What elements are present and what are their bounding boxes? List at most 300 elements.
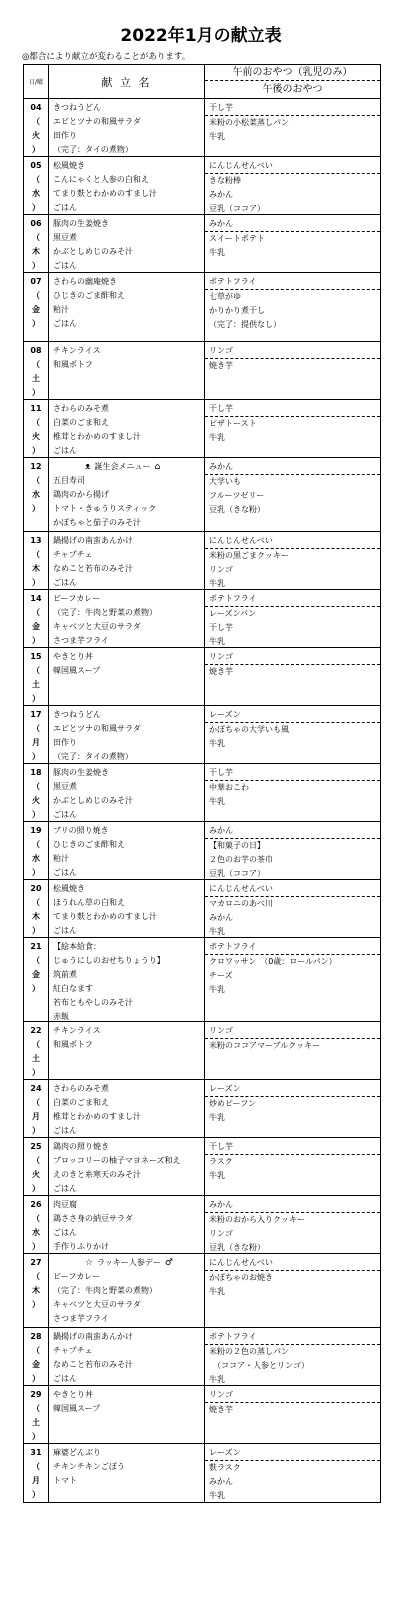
menu-item: エビとツナの和風サラダ [53, 117, 141, 126]
pm-snack-item: 麩ラスク [209, 1463, 241, 1472]
pm-snack-item: 牛乳 [209, 797, 225, 806]
menu-item: ほうれん草の白和え [53, 898, 125, 907]
table-body [24, 99, 380, 1502]
menu-item: ごはん [53, 446, 77, 455]
table-row [24, 99, 380, 157]
pm-snack-item: 牛乳 [209, 985, 225, 994]
paren-open: （ [32, 233, 40, 242]
menu-item-label: ラッキー人参デー [97, 1258, 161, 1267]
paren-open: （ [32, 1272, 40, 1281]
pm-snack-item: 豆乳（きな粉） [209, 505, 265, 514]
pm-snack-item: 米粉のココアマーブルクッキー [209, 1041, 321, 1050]
pm-snack [205, 839, 380, 881]
paren-open: （ [32, 840, 40, 849]
bear-icon: ᴥ [85, 462, 91, 472]
table-row [24, 1138, 380, 1196]
day-of-week: 木 [32, 912, 40, 921]
menu-cell [49, 99, 205, 156]
day-of-week: 水 [32, 490, 40, 499]
snack-cell [205, 1444, 380, 1502]
menu-item: なめこと若布のみそ汁 [53, 564, 133, 573]
paren-open: （ [32, 956, 40, 965]
pm-snack [205, 475, 380, 517]
paren-open: （ [32, 608, 40, 617]
pm-snack-item: フルーツゼリー [209, 491, 265, 500]
menu-item: さわらのみそ煮 [53, 1084, 109, 1093]
menu-item: 五目寿司 [53, 476, 85, 485]
header-pm-snack: 午後のおやつ [262, 84, 323, 95]
menu-item: ごはん [53, 926, 77, 935]
table-row [24, 1328, 380, 1386]
day-of-week: 木 [32, 247, 40, 256]
day-cell [24, 215, 49, 272]
day-cell [24, 342, 49, 399]
paren-close: ） [32, 1490, 40, 1499]
menu-item: ごはん [53, 810, 77, 819]
menu-item: 松風焼き [53, 161, 85, 170]
menu-item: 【絵本給食： [53, 942, 101, 951]
menu-item: チキンチキンごぼう [53, 1462, 125, 1471]
am-snack: リンゴ [205, 342, 380, 359]
menu-item: 鶏ささ身の納豆サラダ [53, 1214, 133, 1223]
menu-item: （完了：タイの煮物） [53, 145, 133, 154]
menu-item: 田作り [53, 131, 77, 140]
table-row [24, 1254, 380, 1328]
menu-item: 黒豆煮 [53, 233, 77, 242]
menu-cell [49, 764, 205, 821]
day-number: 27 [30, 1258, 42, 1267]
menu-item: 豚肉の生姜焼き [53, 219, 109, 228]
pm-snack [205, 665, 380, 679]
am-snack: にんじんせんべい [205, 532, 380, 549]
am-snack: 干し芋 [205, 400, 380, 417]
menu-item: 鶏肉のから揚げ [53, 490, 109, 499]
menu-item: かぼちゃと茄子のみそ汁 [53, 518, 141, 527]
day-number: 31 [30, 1448, 42, 1457]
day-cell [24, 99, 49, 156]
pm-snack-item: みかん [209, 1477, 233, 1486]
paren-close: ） [32, 926, 40, 935]
day-of-week: 火 [32, 131, 40, 140]
menu-cell [49, 1022, 205, 1079]
day-cell [24, 1328, 49, 1385]
snack-cell [205, 822, 380, 879]
pm-snack-item: マカロニのあべ川 [209, 899, 273, 908]
pm-snack-item: 豆乳（ココア） [209, 869, 265, 878]
paren-close: ） [32, 694, 40, 703]
paren-close: ） [32, 388, 40, 397]
menu-cell [49, 1080, 205, 1137]
day-cell [24, 1080, 49, 1137]
menu-item: ごはん [53, 1184, 77, 1193]
am-snack: みかん [205, 1196, 380, 1213]
pm-snack-item: 牛乳 [209, 1375, 225, 1384]
menu-item: えのきと糸寒天のみそ汁 [53, 1170, 141, 1179]
menu-item: じゅうにしのおせちりょうり】 [53, 956, 165, 965]
paren-close: ） [32, 1184, 40, 1193]
day-of-week: 月 [32, 738, 40, 747]
day-cell [24, 273, 49, 341]
table-row [24, 342, 380, 400]
pm-snack-item: 豆乳（きな粉） [209, 1243, 265, 1252]
menu-item: 鶏肉の照り焼き [53, 1142, 109, 1151]
pm-snack-item: きな粉棒 [209, 176, 241, 185]
pm-snack-item: チーズ [209, 971, 233, 980]
day-number: 17 [30, 710, 42, 719]
table-row [24, 764, 380, 822]
pm-snack [205, 781, 380, 809]
pm-snack-item: （ココア・人参とリンゴ） [209, 1361, 309, 1370]
pm-snack [205, 1271, 380, 1299]
header-date: 日/曜 [24, 65, 49, 98]
pm-snack-item: 干し芋 [209, 623, 233, 632]
paren-close: ） [32, 1126, 40, 1135]
snack-cell [205, 458, 380, 531]
paren-close: ） [32, 752, 40, 761]
snack-cell [205, 590, 380, 647]
day-of-week: 金 [32, 622, 40, 631]
menu-item: 粕汁 [53, 854, 69, 863]
menu-item: ごはん [53, 1126, 77, 1135]
menu-item: 和風ポトフ [53, 360, 93, 369]
menu-item: 手作りふりかけ [53, 1242, 109, 1251]
paren-open: （ [32, 476, 40, 485]
pm-snack-item: クロワッサン （0歳：ロールパン） [209, 957, 337, 966]
menu-item: 赤飯 [53, 1012, 69, 1021]
menu-item: 粕汁 [53, 305, 69, 314]
table-row [24, 880, 380, 938]
pm-snack [205, 607, 380, 649]
pm-snack [205, 897, 380, 939]
am-snack: 干し芋 [205, 1138, 380, 1155]
menu-item: トマト・きゅうりスティック [53, 504, 157, 513]
pm-snack-item: 牛乳 [209, 433, 225, 442]
paren-open: （ [32, 360, 40, 369]
table-row [24, 590, 380, 648]
menu-item: ビーフカレー [53, 594, 101, 603]
pm-snack-item: 牛乳 [209, 1287, 225, 1296]
day-number: 28 [30, 1332, 42, 1341]
paren-close: ） [32, 984, 40, 993]
menu-item: てまり麩とわかめのすまし汁 [53, 189, 157, 198]
paren-close: ） [32, 261, 40, 270]
paren-close: ） [32, 810, 40, 819]
day-cell [24, 1196, 49, 1253]
pm-snack-item: ピザトースト [209, 419, 257, 428]
day-cell [24, 706, 49, 763]
pm-snack-item: リンゴ [209, 1229, 233, 1238]
day-of-week: 月 [32, 1476, 40, 1485]
pm-snack-item: 中華おこわ [209, 783, 249, 792]
pm-snack [205, 1155, 380, 1183]
day-number: 14 [30, 594, 42, 603]
paren-open: （ [32, 1156, 40, 1165]
pm-snack [205, 1461, 380, 1503]
menu-item: ブリの照り焼き [53, 826, 109, 835]
snack-cell [205, 764, 380, 821]
pm-snack [205, 723, 380, 751]
menu-item: かぶとしめじのみそ汁 [53, 796, 133, 805]
day-cell [24, 822, 49, 879]
day-cell [24, 1254, 49, 1327]
snack-cell [205, 215, 380, 272]
am-snack: リンゴ [205, 1386, 380, 1403]
pm-snack-item: リンゴ [209, 565, 233, 574]
menu-cell [49, 706, 205, 763]
menu-item: 白菜のごま和え [53, 418, 109, 427]
menu-item: 和風ポトフ [53, 1040, 93, 1049]
paren-open: （ [32, 782, 40, 791]
menu-cell [49, 880, 205, 937]
day-of-week: 火 [32, 796, 40, 805]
table-row [24, 400, 380, 458]
snack-cell [205, 1386, 380, 1443]
menu-cell [49, 273, 205, 341]
header-menu: 献 立 名 [49, 65, 205, 98]
paren-close: ） [32, 1068, 40, 1077]
menu-item: 椎茸とわかめのすまし汁 [53, 1112, 141, 1121]
pm-snack [205, 549, 380, 591]
day-cell [24, 1022, 49, 1079]
day-of-week: 火 [32, 432, 40, 441]
menu-cell [49, 157, 205, 214]
paren-close: ） [32, 578, 40, 587]
am-snack: ポテトフライ [205, 938, 380, 955]
carrot-icon: ♂ [164, 1258, 173, 1268]
table-row [24, 1196, 380, 1254]
menu-item: 若布ともやしのみそ汁 [53, 998, 133, 1007]
day-cell [24, 938, 49, 1021]
paren-open: （ [32, 117, 40, 126]
menu-cell [49, 532, 205, 589]
paren-close: ） [32, 868, 40, 877]
snack-cell [205, 400, 380, 457]
menu-item: エビとツナの和風サラダ [53, 724, 141, 733]
pm-snack-item: ラスク [209, 1157, 233, 1166]
pm-snack-item: 【和菓子の日】 [209, 841, 265, 850]
day-of-week: 土 [32, 1418, 40, 1427]
table-row [24, 1022, 380, 1080]
snack-cell [205, 1080, 380, 1137]
paren-close: ） [32, 203, 40, 212]
am-snack: レーズン [205, 1080, 380, 1097]
menu-item: きつねうどん [53, 103, 101, 112]
day-number: 29 [30, 1390, 42, 1399]
pm-snack [205, 174, 380, 216]
am-snack: リンゴ [205, 648, 380, 665]
menu-item: キャベツと大豆のサラダ [53, 1300, 141, 1309]
menu-item: さつま芋フライ [53, 636, 109, 645]
menu-item: やきとり丼 [53, 1390, 93, 1399]
day-number: 11 [30, 404, 42, 413]
day-of-week: 土 [32, 1054, 40, 1063]
pm-snack [205, 955, 380, 997]
header-snack [205, 65, 380, 98]
menu-item: かぶとしめじのみそ汁 [53, 247, 133, 256]
paren-open: （ [32, 724, 40, 733]
am-snack: 干し芋 [205, 99, 380, 116]
menu-item: ビーフカレー [53, 1272, 101, 1281]
table-row [24, 273, 380, 342]
pm-snack-item: 米粉のおから入りクッキー [209, 1215, 305, 1224]
pm-snack-item: かぼちゃのお焼き [209, 1273, 273, 1282]
menu-item: （完了：牛肉と野菜の煮物） [53, 608, 157, 617]
paren-close: ） [32, 446, 40, 455]
menu-item: 韓国風スープ [53, 1404, 101, 1413]
snack-cell [205, 532, 380, 589]
day-number: 22 [30, 1026, 42, 1035]
header-am-snack: 午前のおやつ（乳児のみ） [205, 65, 380, 81]
pm-snack-item: みかん [209, 190, 233, 199]
paren-open: （ [32, 1346, 40, 1355]
menu-cell [49, 215, 205, 272]
paren-open: （ [32, 666, 40, 675]
menu-cell [49, 648, 205, 705]
day-cell [24, 1386, 49, 1443]
pm-snack-item: 牛乳 [209, 132, 225, 141]
menu-item: 黒豆煮 [53, 782, 77, 791]
menu-item: さわらのみそ煮 [53, 404, 109, 413]
day-cell [24, 400, 49, 457]
day-of-week: 木 [32, 564, 40, 573]
day-cell [24, 880, 49, 937]
menu-item: ごはん [53, 578, 77, 587]
day-number: 20 [30, 884, 42, 893]
pm-snack-item: 焼き芋 [209, 361, 233, 370]
pm-snack-item: 七草がゆ [209, 292, 241, 301]
menu-item: 肉豆腐 [53, 1200, 77, 1209]
table-row [24, 1080, 380, 1138]
menu-item: なめこと若布のみそ汁 [53, 1360, 133, 1369]
snack-cell [205, 342, 380, 399]
day-number: 25 [30, 1142, 42, 1151]
paren-open: （ [32, 418, 40, 427]
pm-snack-item: 牛乳 [209, 579, 225, 588]
table-row [24, 822, 380, 880]
pm-snack-item: 牛乳 [209, 927, 225, 936]
am-snack: ポテトフライ [205, 590, 380, 607]
menu-item: チャプチェ [53, 550, 93, 559]
paren-open: （ [32, 1040, 40, 1049]
table-header [24, 65, 380, 99]
paren-close: ） [32, 145, 40, 154]
day-cell [24, 1138, 49, 1195]
page-title: 2022年1月の献立表 [120, 26, 282, 46]
paren-open: （ [32, 1462, 40, 1471]
snack-cell [205, 99, 380, 156]
pm-snack [205, 1039, 380, 1053]
snack-cell [205, 1328, 380, 1385]
pm-snack [205, 232, 380, 260]
menu-item: ごはん [53, 1374, 77, 1383]
pm-snack-item: 牛乳 [209, 1113, 225, 1122]
day-number: 08 [30, 346, 42, 355]
am-snack: レーズン [205, 706, 380, 723]
day-number: 24 [30, 1084, 42, 1093]
day-cell [24, 458, 49, 531]
pm-snack [205, 359, 380, 373]
pm-snack-item: かぼちゃの大学いも風 [209, 725, 289, 734]
snack-cell [205, 706, 380, 763]
menu-cell [49, 1254, 205, 1327]
snack-cell [205, 880, 380, 937]
menu-table [23, 64, 381, 1503]
menu-item: 松風焼き [53, 884, 85, 893]
paren-open: （ [32, 175, 40, 184]
am-snack: リンゴ [205, 1022, 380, 1039]
pm-snack-item: 米粉の黒ごまクッキー [209, 551, 289, 560]
paren-close: ） [32, 504, 40, 513]
pm-snack [205, 417, 380, 445]
day-cell [24, 590, 49, 647]
day-number: 05 [30, 161, 42, 170]
menu-item: キャベツと大豆のサラダ [53, 622, 141, 631]
menu-item [53, 1256, 204, 1270]
menu-item: ごはん [53, 203, 77, 212]
menu-item: 韓国風スープ [53, 666, 101, 675]
day-cell [24, 764, 49, 821]
pm-snack-item: 大学いも [209, 477, 241, 486]
menu-cell [49, 590, 205, 647]
menu-item: チキンライス [53, 346, 101, 355]
day-of-week: 土 [32, 680, 40, 689]
paren-close: ） [32, 1242, 40, 1251]
day-number: 26 [30, 1200, 42, 1209]
pm-snack-item: 豆乳（ココア） [209, 204, 265, 213]
pm-snack-item: 焼き芋 [209, 667, 233, 676]
menu-item: ブロッコリーの柚子マヨネーズ和え [53, 1156, 181, 1165]
table-row [24, 458, 380, 532]
menu-cell [49, 342, 205, 399]
day-number: 15 [30, 652, 42, 661]
snack-cell [205, 648, 380, 705]
pm-snack-item: 米粉の小松菜蒸しパン [209, 118, 289, 127]
cake-icon: ⌂ [154, 462, 161, 472]
day-cell [24, 648, 49, 705]
day-number: 06 [30, 219, 42, 228]
pm-snack-item: スイートポテト [209, 234, 265, 243]
menu-cell [49, 1196, 205, 1253]
snack-cell [205, 1196, 380, 1253]
menu-cell [49, 822, 205, 879]
menu-item: チャプチェ [53, 1346, 93, 1355]
table-row [24, 706, 380, 764]
table-row [24, 215, 380, 273]
day-of-week: 水 [32, 1228, 40, 1237]
menu-item: 鍋揚げの南蛮あんかけ [53, 1332, 133, 1341]
pm-snack-item: ２色のお芋の茶巾 [209, 855, 273, 864]
menu-item: ひじきのごま酢和え [53, 291, 125, 300]
menu-item: やきとり丼 [53, 652, 93, 661]
pm-snack-item: 牛乳 [209, 637, 225, 646]
menu-item: 紅白なます [53, 984, 93, 993]
day-of-week: 金 [32, 1360, 40, 1369]
am-snack: みかん [205, 822, 380, 839]
paren-close: ） [32, 1432, 40, 1441]
day-of-week: 月 [32, 1112, 40, 1121]
day-number: 13 [30, 536, 42, 545]
menu-cell [49, 1444, 205, 1502]
pm-snack-item: 牛乳 [209, 1171, 225, 1180]
menu-item: 田作り [53, 738, 77, 747]
pm-snack-item: かりかり煮干し [209, 306, 265, 315]
pm-snack [205, 290, 380, 332]
menu-item: 麻婆どんぶり [53, 1448, 101, 1457]
paren-open: （ [32, 1404, 40, 1413]
snack-cell [205, 1254, 380, 1327]
menu-item: きつねうどん [53, 710, 101, 719]
paren-close: ） [32, 1300, 40, 1309]
